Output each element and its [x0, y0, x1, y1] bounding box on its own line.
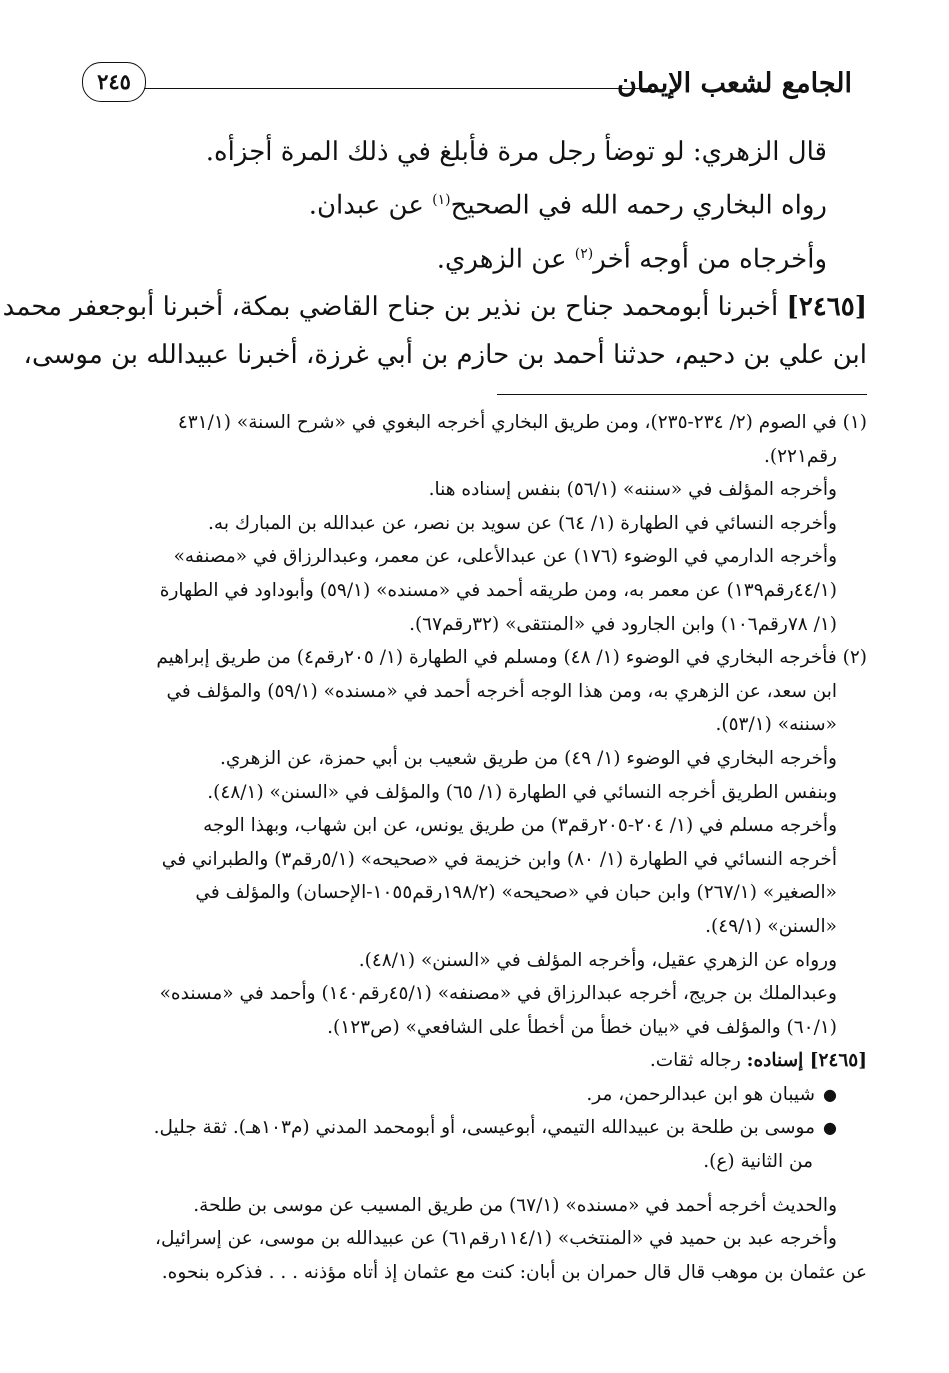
footnote-line: رقم٢٢١). [763, 445, 837, 467]
footnote-line: وأخرجه النسائي في الطهارة (١/ ٦٤) عن سويد بن نصر، عن عبدالله بن المبارك به. [208, 512, 837, 534]
bullet-icon: ● [823, 1118, 837, 1138]
bullet-item-continuation: من الثانية (ع). [703, 1151, 813, 1173]
footnote-line: (١) في الصوم (٢/ ٢٣٤-٢٣٥)، ومن طريق البخاري أخرجه البغوي في «شرح السنة» (٤٣١/١ [177, 412, 867, 433]
running-title: الجامع لشعب الإيمان [617, 68, 852, 99]
footnote-line: وأخرجه مسلم في (١/ ٢٠٤-٢٠٥رقم٣) من طريق يونس، عن ابن شهاب، وبهذا الوجه [203, 815, 837, 837]
footnote-line: وبنفس الطريق أخرجه النسائي في الطهارة (١/ ٦٥) والمؤلف في «السنن» (٤٨/١). [207, 781, 837, 803]
main-line-2: رواه البخاري رحمه الله في الصحيح$^{(١)}$ عن عبدان. [308, 190, 827, 221]
main-line-3: وأخرجاه من أوجه أخر$^{(٢)}$ عن الزهري. [436, 244, 827, 275]
header-rule [144, 88, 652, 89]
bullet-icon: ● [823, 1084, 837, 1104]
footnote-line: وأخرجه الدارمي في الوضوء (١٧٦) عن عبدالأعلى، عن معمر، وعبدالرزاق في «مصنفه» [173, 546, 837, 568]
bullet-item: ●موسى بن طلحة بن عبيدالله التيمي، أبوعيسى، أو أبومحمد المدني (م١٠٣هـ). ثقة جليل. [77, 1111, 867, 1145]
main-line-1: قال الزهري: لو توضأ رجل مرة فأبلغ في ذلك المرة أجزأه. [205, 137, 827, 167]
footnote-line: «سننه» (٥٣/١). [715, 714, 837, 736]
footnote-line: (٢) فأخرجه البخاري في الوضوء (١/ ٤٨) ومسلم في الطهارة (١/ ٢٠٥رقم٤) من طريق إبراهيم [156, 647, 867, 669]
footnote-line: وعبدالملك بن جريج، أخرجه عبدالرزاق في «مصنفه» (٤٥/١رقم١٤٠) وأحمد في «مسنده» [159, 983, 837, 1005]
footnote-line: وأخرجه البخاري في الوضوء (١/ ٤٩) من طريق شعيب بن أبي حمزة، عن الزهري. [220, 747, 837, 769]
footnote-ref-2[interactable]: (٢) [574, 245, 594, 262]
footnote-line: وأخرجه عبد بن حميد في «المنتخب» (١١٤/١رقم٦١) عن عبيدالله بن موسى، عن إسرائيل، [155, 1228, 837, 1250]
page-number: ٢٤٥ [82, 62, 146, 102]
main-line-5: ابن علي بن دحيم، حدثنا أحمد بن حازم بن أبي غرزة، أخبرنا عبيدالله بن موسى، [23, 340, 867, 371]
footnote-line: أخرجه النسائي في الطهارة (١/ ٨٠) وابن خزيمة في «صحيحه» (٥/١رقم٣) والطبراني في [161, 848, 837, 870]
footnote-line: «الصغير» (٢٦٧/١) وابن حبان في «صحيحه» (١٩٨/٢رقم١٠٥٥-الإحسان) والمؤلف في [195, 882, 837, 904]
main-line-4: [٢٤٦٥] أخبرنا أبومحمد جناح بن نذير بن جناح القاضي بمكة، أخبرنا أبوجعفر محمد [2, 292, 867, 323]
footnote-line: ورواه عن الزهري عقيل، وأخرجه المؤلف في «السنن» (٤٨/١). [358, 949, 837, 971]
footnote-line: [٢٤٦٥] إسناده: رجاله ثقات. [649, 1050, 867, 1072]
footnote-line: والحديث أخرجه أحمد في «مسنده» (٦٧/١) من طريق المسيب عن موسى بن طلحة. [193, 1194, 837, 1216]
footnote-line: (١/ ٧٨رقم١٠٦) وابن الجارود في «المنتقى» (٣٢رقم٦٧). [409, 613, 837, 635]
footnote-line: «السنن» (٤٩/١). [705, 915, 837, 937]
bullet-item: ●شيبان هو ابن عبدالرحمن، مر. [77, 1078, 867, 1112]
footnote-line: (٦٠/١) والمؤلف في «بيان خطأ من أخطأ على الشافعي» (ص١٢٣). [327, 1016, 837, 1038]
footnote-line: ابن سعد، عن الزهري به، ومن هذا الوجه أخرجه أحمد في «مسنده» (٥٩/١) والمؤلف في [166, 680, 837, 702]
footnote-line: وأخرجه المؤلف في «سننه» (٥٦/١) بنفس إسناده هنا. [428, 479, 837, 501]
footnote-separator [497, 394, 867, 395]
footnote-line: عن عثمان بن موهب قال قال حمران بن أبان: كنت مع عثمان إذ أتاه مؤذنه . . . فذكره بنحوه. [161, 1261, 867, 1283]
footnotes [77, 406, 867, 1289]
footnote-ref-1[interactable]: (١) [432, 192, 451, 208]
main-text [2, 128, 867, 379]
hadith-number: [٢٤٦٥] [786, 292, 867, 323]
page-header [82, 62, 852, 106]
footnote-line: (٤٤/١رقم١٣٩) عن معمر به، ومن طريقه أحمد في «مسنده» (٥٩/١) وأبوداود في الطهارة [159, 579, 837, 601]
